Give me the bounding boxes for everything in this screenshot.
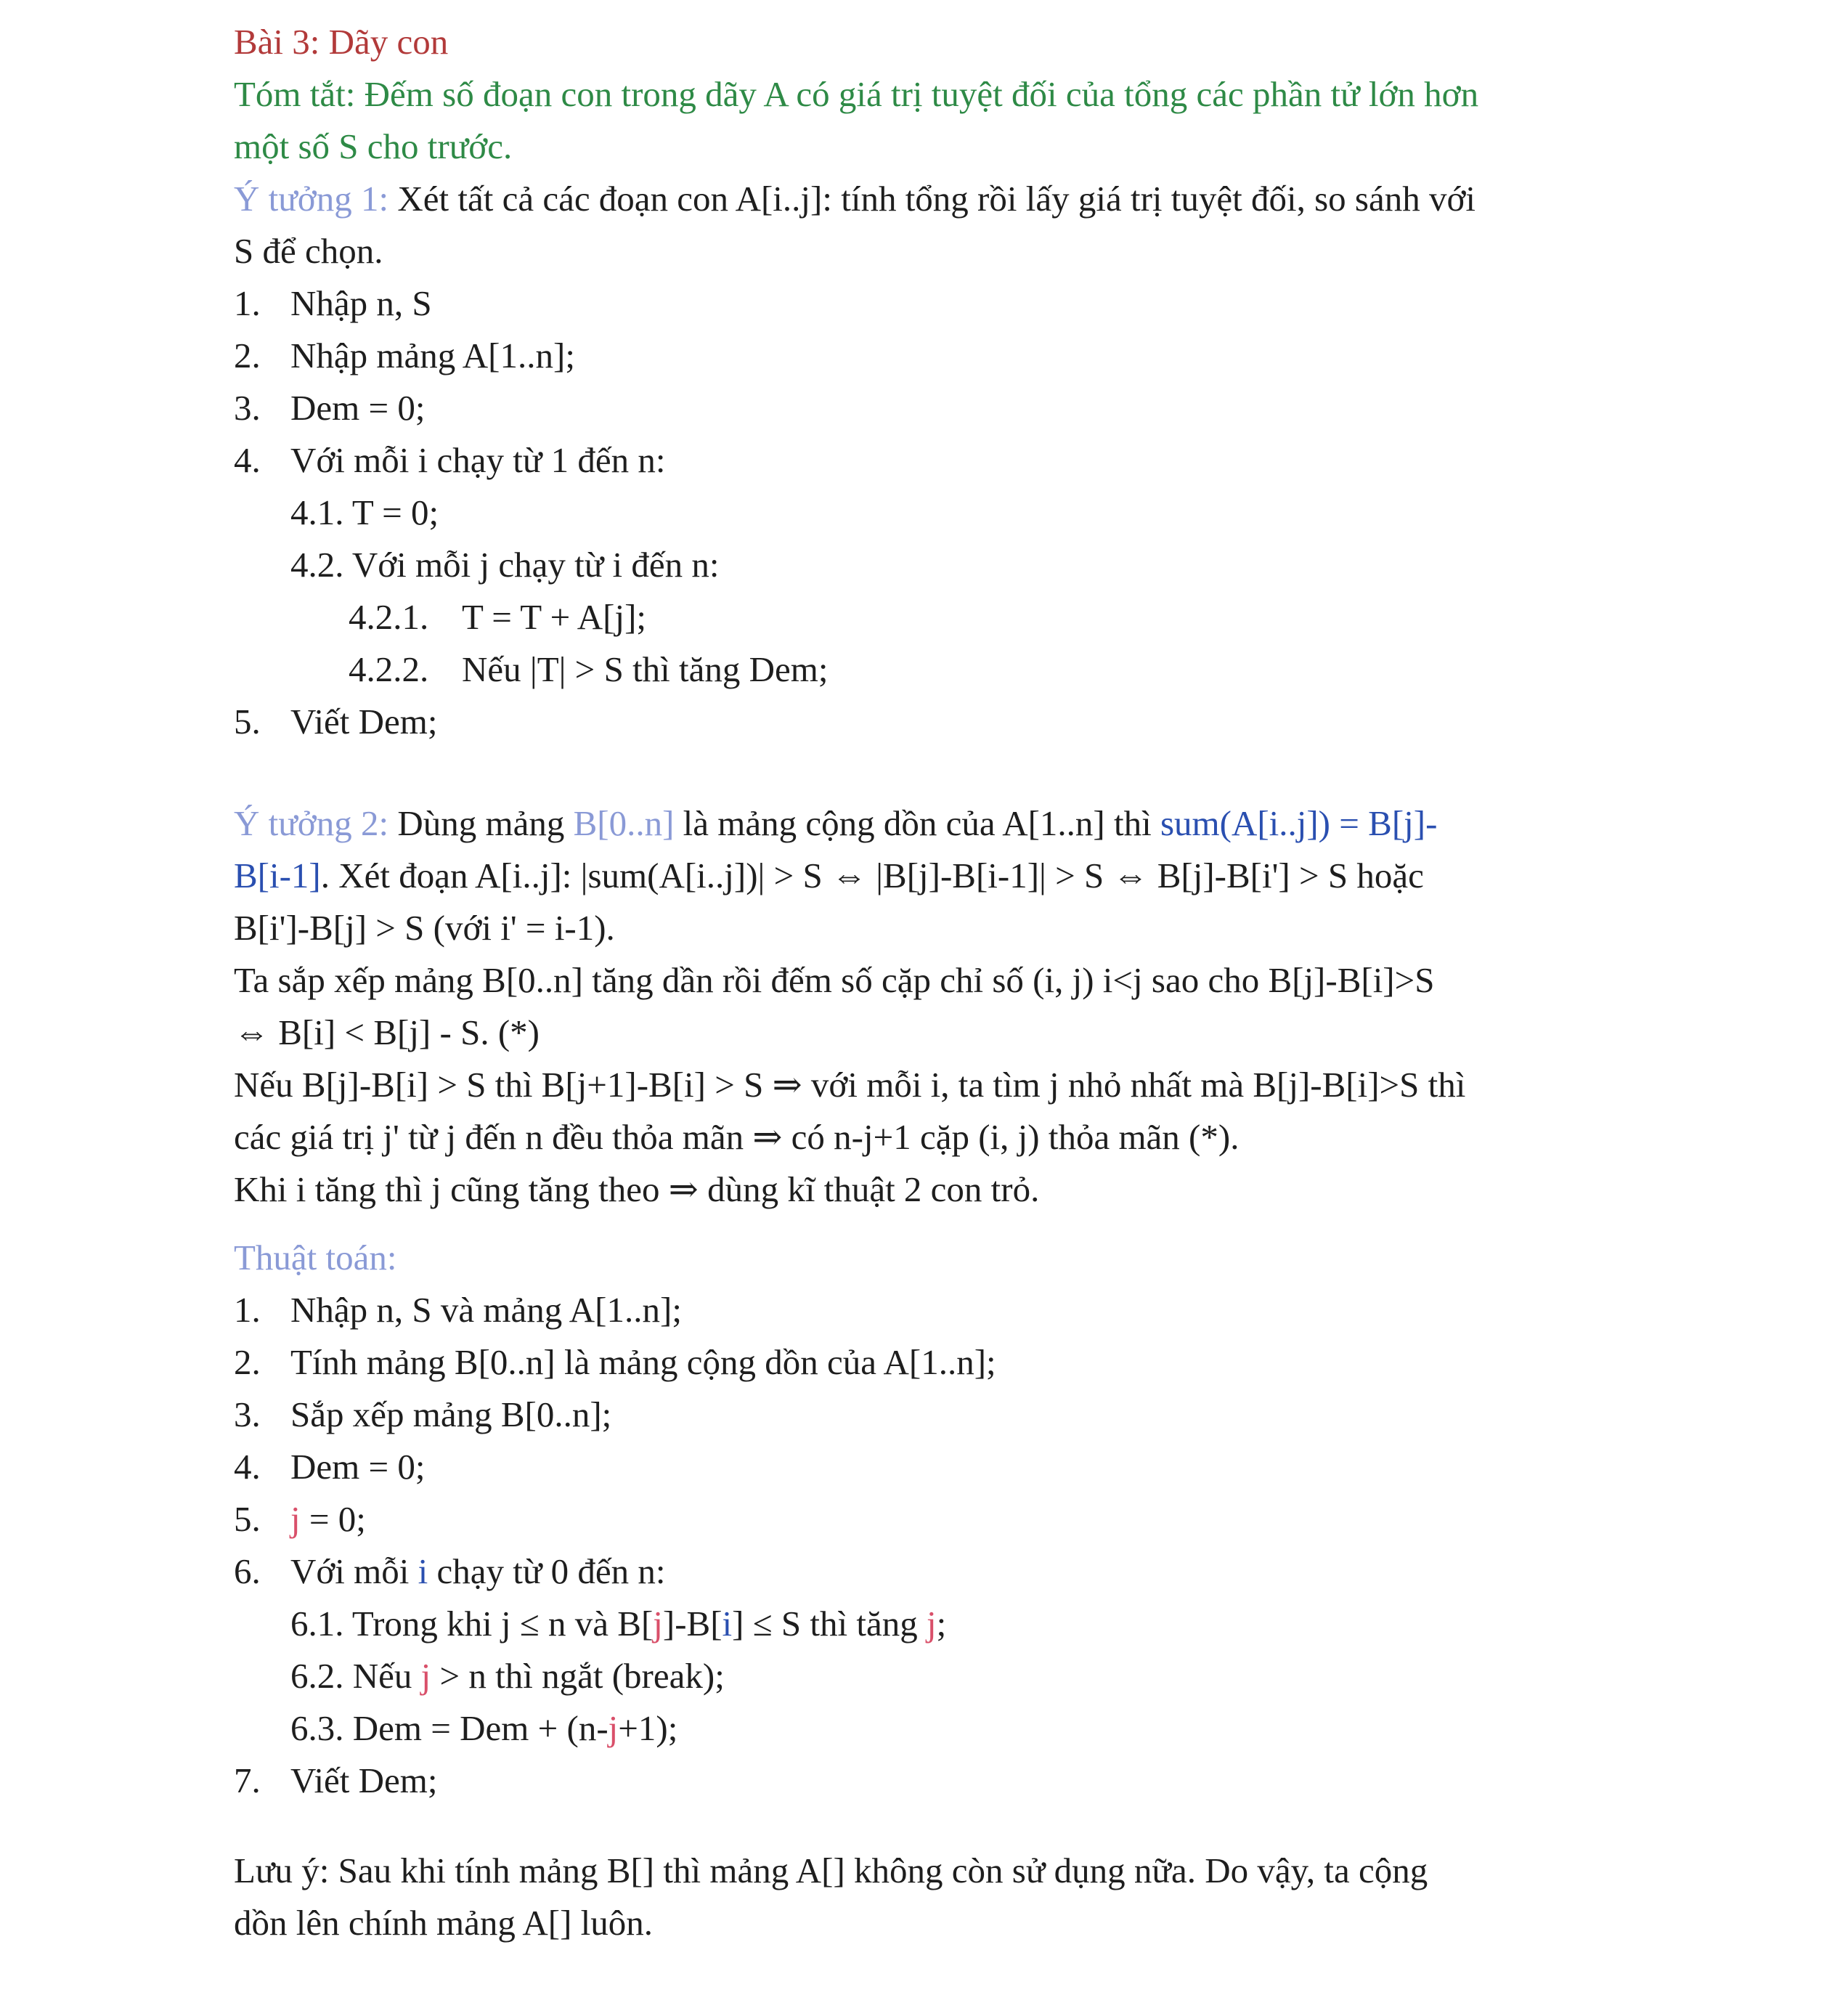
variable-j: j bbox=[926, 1604, 937, 1644]
step-number: 4. bbox=[234, 1447, 261, 1487]
idea2-line-4: Ta sắp xếp mảng B[0..n] tăng dần rồi đếm số cặp chỉ số (i, j) i<j sao cho B[j]-B[i]>S bbox=[234, 960, 1435, 1000]
step-text: Tính mảng B[0..n] là mảng cộng dồn của A[1..n]; bbox=[290, 1342, 996, 1382]
algorithm-label: Thuật toán: bbox=[234, 1238, 397, 1277]
summary-line-1 bbox=[234, 68, 1570, 121]
summary-label: Tóm tắt: bbox=[234, 74, 356, 114]
idea2-line-1 bbox=[234, 797, 1570, 850]
variable-j: j bbox=[290, 1499, 301, 1539]
step-text: +1); bbox=[618, 1708, 678, 1748]
step-text: Dem = 0; bbox=[290, 388, 426, 428]
idea2-highlight: sum(A[i..j]) = B[j]- bbox=[1160, 803, 1438, 843]
step-number: 5. bbox=[234, 702, 261, 742]
step-text: Viết Dem; bbox=[290, 1760, 438, 1800]
idea1-sub-sub-step bbox=[234, 643, 1570, 696]
idea2-highlight: B[i-1] bbox=[234, 856, 321, 895]
idea1-step bbox=[234, 330, 1570, 382]
idea1-step bbox=[234, 434, 1570, 487]
step-text: > n thì ngắt (break); bbox=[431, 1656, 725, 1696]
step-number: 4.2.1. bbox=[349, 597, 429, 637]
idea1-sub-step bbox=[234, 539, 1570, 591]
idea1-step bbox=[234, 696, 1570, 748]
idea1-step bbox=[234, 382, 1570, 434]
step-number: 4.1. bbox=[290, 492, 344, 532]
summary-text-1: Đếm số đoạn con trong dãy A có giá trị tuyệt đối của tổng các phần tử lớn hơn bbox=[355, 74, 1479, 114]
step-text: Nếu |T| > S thì tăng Dem; bbox=[462, 649, 829, 689]
idea2-line-2 bbox=[234, 850, 1570, 902]
idea2-line-3: B[i']-B[j] > S (với i' = i-1). bbox=[234, 908, 615, 948]
algorithm-step bbox=[234, 1493, 1570, 1545]
algorithm-step bbox=[234, 1441, 1570, 1493]
idea1-text-1: Xét tất cả các đoạn con A[i..j]: tính tổng rồi lấy giá trị tuyệt đối, so sánh với bbox=[388, 179, 1476, 219]
step-text: Nhập mảng A[1..n]; bbox=[290, 336, 575, 375]
idea2-label: Ý tưởng 2: bbox=[234, 803, 389, 843]
step-text: Dem = 0; bbox=[290, 1447, 426, 1487]
idea2-line-7: các giá trị j' từ j đến n đều thỏa mãn ⇒ có n-j+1 cặp (i, j) thỏa mãn (*). bbox=[234, 1117, 1240, 1157]
step-text: Nếu bbox=[343, 1656, 421, 1696]
idea2-line-8: Khi i tăng thì j cũng tăng theo ⇒ dùng kĩ thuật 2 con trỏ. bbox=[234, 1169, 1040, 1209]
step-text: Với mỗi i chạy từ 1 đến n: bbox=[290, 440, 666, 480]
idea1-line-2: S để chọn. bbox=[234, 231, 383, 271]
step-text: Sắp xếp mảng B[0..n]; bbox=[290, 1394, 612, 1434]
idea2-text: Dùng mảng bbox=[388, 803, 574, 843]
step-text: Nhập n, S bbox=[290, 283, 432, 323]
idea2-text: là mảng cộng dồn của A[1..n] thì bbox=[674, 803, 1160, 843]
step-number: 6.1. bbox=[290, 1604, 344, 1644]
algorithm-step bbox=[234, 1545, 1570, 1598]
step-number: 3. bbox=[234, 1394, 261, 1434]
step-text: ; bbox=[936, 1604, 947, 1644]
step-number: 4.2. bbox=[290, 545, 344, 585]
step-text: = 0; bbox=[300, 1499, 366, 1539]
step-number: 1. bbox=[234, 283, 261, 323]
idea2-highlight: B[0..n] bbox=[573, 803, 675, 843]
algorithm-step bbox=[234, 1389, 1570, 1441]
variable-j: j bbox=[608, 1708, 619, 1748]
algorithm-sub-step bbox=[234, 1702, 1570, 1755]
algorithm-step bbox=[234, 1336, 1570, 1389]
variable-i: i bbox=[418, 1551, 428, 1591]
step-number: 6.3. bbox=[290, 1708, 344, 1748]
step-number: 2. bbox=[234, 336, 261, 375]
step-text: ]-B[ bbox=[662, 1604, 722, 1644]
step-text: Dem = Dem + (n- bbox=[343, 1708, 608, 1748]
idea1-step bbox=[234, 277, 1570, 330]
note-line-1: Lưu ý: Sau khi tính mảng B[] thì mảng A[] không còn sử dụng nữa. Do vậy, ta cộng bbox=[234, 1850, 1428, 1890]
document-page bbox=[234, 16, 1570, 1949]
step-number: 2. bbox=[234, 1342, 261, 1382]
idea2-text: . Xét đoạn A[i..j]: |sum(A[i..j])| > S ⇔ |B[j]-B[i-1]| > S ⇔ B[j]-B[i'] > S hoặc bbox=[320, 856, 1424, 895]
step-number: 3. bbox=[234, 388, 261, 428]
variable-j: j bbox=[420, 1656, 431, 1696]
section-spacer bbox=[234, 1807, 1570, 1845]
note-line-2: dồn lên chính mảng A[] luôn. bbox=[234, 1903, 654, 1943]
algorithm-sub-step bbox=[234, 1598, 1570, 1650]
idea1-label: Ý tưởng 1: bbox=[234, 179, 389, 219]
variable-j: j bbox=[653, 1604, 663, 1644]
idea2-line-6: Nếu B[j]-B[i] > S thì B[j+1]-B[i] > S ⇒ với mỗi i, ta tìm j nhỏ nhất mà B[j]-B[i]>S thì bbox=[234, 1065, 1466, 1105]
step-text: T = 0; bbox=[343, 492, 439, 532]
step-number: 6.2. bbox=[290, 1656, 344, 1696]
variable-i: i bbox=[722, 1604, 733, 1644]
step-text: T = T + A[j]; bbox=[462, 597, 647, 637]
summary-line-2: một số S cho trước. bbox=[234, 126, 513, 166]
step-number: 4.2.2. bbox=[349, 649, 429, 689]
step-text: Viết Dem; bbox=[290, 702, 438, 742]
step-number: 7. bbox=[234, 1760, 261, 1800]
algorithm-sub-step bbox=[234, 1650, 1570, 1702]
step-number: 6. bbox=[234, 1551, 261, 1591]
idea1-sub-step bbox=[234, 487, 1570, 539]
algorithm-step bbox=[234, 1755, 1570, 1807]
section-spacer bbox=[234, 1216, 1570, 1232]
step-number: 5. bbox=[234, 1499, 261, 1539]
idea1-line-1 bbox=[234, 173, 1570, 225]
document-title: Bài 3: Dãy con bbox=[234, 22, 449, 62]
step-text: Với mỗi j chạy từ i đến n: bbox=[343, 545, 720, 585]
step-text: chạy từ 0 đến n: bbox=[428, 1551, 666, 1591]
algorithm-step bbox=[234, 1284, 1570, 1336]
step-text: ] ≤ S thì tăng bbox=[732, 1604, 927, 1644]
step-text: Với mỗi bbox=[290, 1551, 418, 1591]
idea2-line-5: ⇔ B[i] < B[j] - S. (*) bbox=[234, 1012, 540, 1052]
idea1-sub-sub-step bbox=[234, 591, 1570, 643]
step-number: 4. bbox=[234, 440, 261, 480]
step-text: Nhập n, S và mảng A[1..n]; bbox=[290, 1290, 682, 1330]
step-number: 1. bbox=[234, 1290, 261, 1330]
step-text: Trong khi j ≤ n và B[ bbox=[343, 1604, 654, 1644]
section-spacer bbox=[234, 748, 1570, 797]
